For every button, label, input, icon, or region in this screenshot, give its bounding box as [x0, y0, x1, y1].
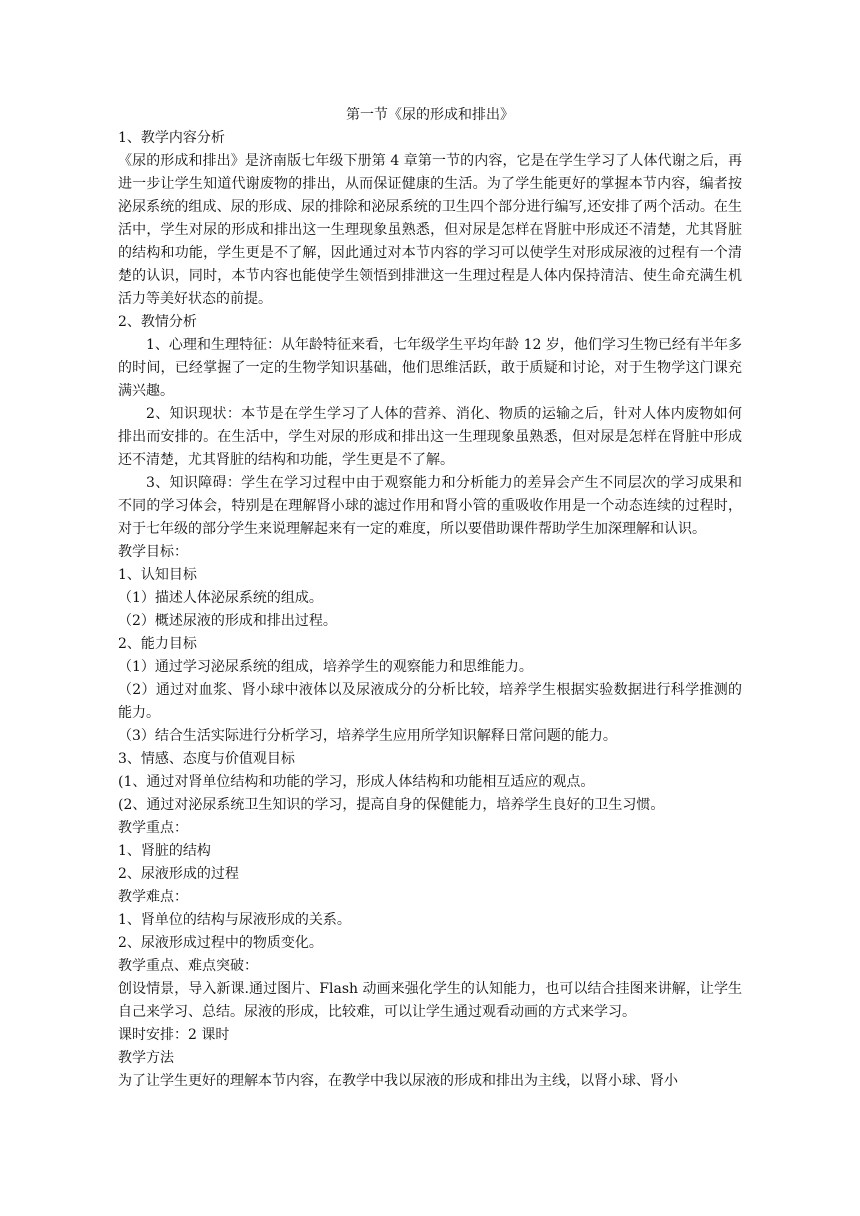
paragraph: 《尿的形成和排出》是济南版七年级下册第 4 章第一节的内容，它是在学生学习了人体代谢之后，再进一步让学生知道代谢废物的排出，从而保证健康的生活。为了学生能更好的掌握本节内容，编者按泌尿系统的组成、尿的形成、尿的排除和泌尿系统的卫生四个部分进行编写,还安排了两个活动。在生活中，学生对尿的形成和排出这一生理现象虽熟悉，但对尿是怎样在肾脏中形成还不清楚，尤其肾脏的结构和功能，学生更是不了解，因此通过对本节内容的学习可以使学生对形成尿液的过程有一个清楚的认识，同时，本节内容也能使学生领悟到排泄这一生理过程是人体内保持清洁、使生命充满生机活力等美好状态的前提。 — [118, 153, 742, 307]
paragraph: 3、情感、态度与价值观目标 — [118, 751, 295, 767]
paragraph: 创设情景，导入新课.通过图片、Flash 动画来强化学生的认知能力，也可以结合挂图来讲解，让学生自己来学习、总结。尿液的形成，比较难，可以让学生通过观看动画的方式来学习。 — [118, 981, 742, 1020]
paragraph: 课时安排：2 课时 — [118, 1027, 230, 1043]
paragraph: (2、通过对泌尿系统卫生知识的学习，提高自身的保健能力，培养学生良好的卫生习惯。 — [118, 797, 665, 813]
paragraph: 3、知识障碍：学生在学习过程中由于观察能力和分析能力的差异会产生不同层次的学习成果和不同的学习体会，特别是在理解肾小球的滤过作用和肾小管的重吸收作用是一个动态连续的过程时，对于七年级的部分学生来说理解起来有一定的难度，所以要借助课件帮助学生加深理解和认识。 — [118, 475, 742, 537]
document-page — [118, 104, 742, 1093]
paragraph: 1、肾单位的结构与尿液形成的关系。 — [118, 912, 351, 928]
paragraph: （2）通过对血浆、肾小球中液体以及尿液成分的分析比较，培养学生根据实验数据进行科学推测的能力。 — [118, 682, 742, 721]
paragraph: 教学难点： — [118, 889, 188, 905]
paragraph: (1、通过对肾单位结构和功能的学习，形成人体结构和功能相互适应的观点。 — [118, 774, 595, 790]
paragraph: （3）结合生活实际进行分析学习，培养学生应用所学知识解释日常问题的能力。 — [118, 728, 617, 744]
paragraph: 1、心理和生理特征：从年龄特征来看，七年级学生平均年龄 12 岁，他们学习生物已经有半年多的时间，已经掌握了一定的生物学知识基础，他们思维活跃，敢于质疑和讨论，对于生物学这门课充满兴趣。 — [118, 337, 742, 399]
paragraph: 教学目标： — [118, 544, 188, 560]
paragraph: 1、教学内容分析 — [118, 130, 225, 146]
paragraph: 教学重点、难点突破： — [118, 958, 258, 974]
paragraph: 1、认知目标 — [118, 567, 197, 583]
paragraph: 教学重点： — [118, 820, 188, 836]
paragraph: 教学方法 — [118, 1050, 174, 1066]
paragraph: 2、能力目标 — [118, 636, 197, 652]
paragraph: 1、肾脏的结构 — [118, 843, 211, 859]
document-body — [118, 127, 742, 1093]
paragraph: 2、尿液形成的过程 — [118, 866, 239, 882]
paragraph: （2）概述尿液的形成和排出过程。 — [118, 613, 337, 629]
document-title: 第一节《尿的形成和排出》 — [346, 107, 514, 123]
paragraph: （1）描述人体泌尿系统的组成。 — [118, 590, 323, 606]
paragraph: 2、尿液形成过程中的物质变化。 — [118, 935, 323, 951]
paragraph: 为了让学生更好的理解本节内容，在教学中我以尿液的形成和排出为主线，以肾小球、肾小 — [118, 1073, 678, 1089]
paragraph: 2、知识现状：本节是在学生学习了人体的营养、消化、物质的运输之后，针对人体内废物如何排出而安排的。在生活中，学生对尿的形成和排出这一生理现象虽熟悉，但对尿是怎样在肾脏中形成还不清楚，尤其肾脏的结构和功能，学生更是不了解。 — [118, 406, 742, 468]
paragraph: 2、教情分析 — [118, 314, 197, 330]
paragraph: （1）通过学习泌尿系统的组成，培养学生的观察能力和思维能力。 — [118, 659, 533, 675]
